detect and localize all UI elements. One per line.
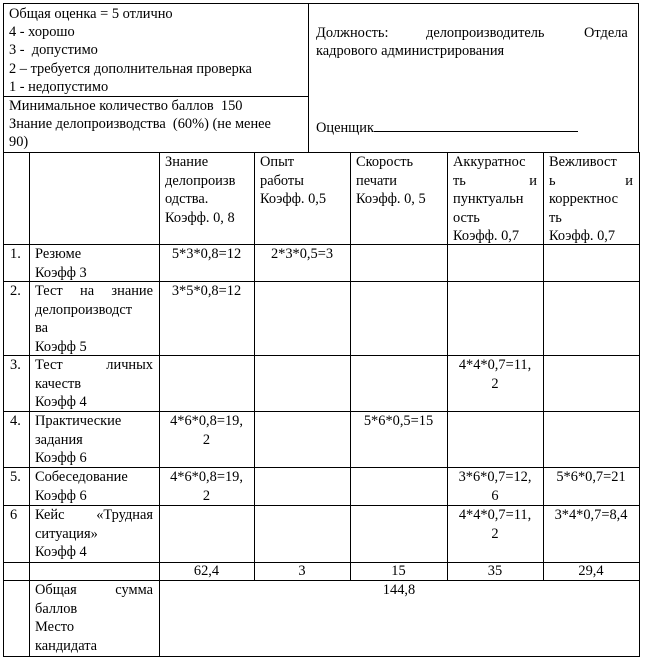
score-value: 4*6*0,8=19, [170,469,243,485]
score-cell [543,411,640,468]
column-header-line: Опыт [260,154,295,170]
column-header-line: работы [260,172,304,189]
knowledge-req-2: 90) [9,134,29,150]
score-value: 3*6*0,7=12, [458,469,532,485]
grand-total-num-cell [3,580,30,657]
criterion-label: ва [35,320,48,336]
column-header-line: Коэфф. 0,5 [260,191,327,207]
grand-total-label: баллов [35,600,78,617]
position-line-2: кадрового администрирования [316,43,505,59]
score-cell [254,505,351,563]
criterion-label: Коэфф 4 [35,394,87,410]
column-header-line: Коэфф. 0, 8 [165,209,235,226]
score-cell [543,281,640,356]
criterion-label: Кейс «Трудная [35,507,153,523]
score-cell [447,244,544,282]
column-header-line: Знание [165,154,209,170]
score-value: 2 [491,525,499,542]
criterion-label: Тест личных [35,357,153,373]
grand-total-label: Место [35,619,75,635]
criterion-label: Собеседование [35,469,128,485]
scale-line-3: 3 - допустимо [9,42,98,58]
score-cell [254,411,351,468]
criterion-label: Резюме [35,246,82,262]
row-number: 5. [10,469,21,485]
score-value: 5*3*0,8=12 [171,246,242,262]
column-header-line: пунктуальн [453,191,524,207]
scale-line-5: 1 - недопустимо [9,79,109,95]
column-header-line: Аккуратнос [453,154,526,170]
score-value: 6 [491,487,499,504]
column-header-line: Коэфф. 0,7 [453,228,520,244]
score-cell [543,244,640,282]
column-header-line: делопроизв [165,172,236,189]
criterion-label: Практические [35,413,122,429]
score-value: 4*6*0,8=19, [170,413,243,429]
score-cell [350,355,448,412]
score-value: 2 [202,431,211,448]
position-word-1: Должность: [316,25,389,41]
criterion-label: задания [35,431,83,448]
column-header-line: Вежливост [549,154,617,170]
scale-line-1: Общая оценка = 5 отлично [9,6,173,22]
totals-label-cell [29,562,160,581]
criterion-label: ситуация» [35,525,98,542]
row-number: 4. [10,413,21,429]
column-header-line: одства. [165,191,209,207]
score-cell [350,505,448,563]
score-cell [254,281,351,356]
criterion-label: Тест на знание [35,283,153,299]
column-header-line: Коэфф. 0,7 [549,228,616,244]
row-number: 2. [10,283,21,299]
totals-num-cell [3,562,30,581]
score-value: 4*4*0,7=11, [458,507,532,523]
score-value: 5*6*0,7=21 [556,469,626,485]
criterion-label: Коэфф 5 [35,338,87,355]
score-value: 2 [491,375,499,392]
grand-total-value: 144,8 [382,582,416,598]
column-header-line: корректнос [549,191,618,207]
column-total: 62,4 [193,563,220,579]
score-value: 3*4*0,7=8,4 [554,507,628,523]
score-cell [543,355,640,412]
evaluator-label: Оценщик [316,117,578,138]
column-header-line: ость [453,209,480,226]
column-header-line: ть [549,209,562,226]
criterion-label: Коэфф 4 [35,544,87,560]
score-cell [350,467,448,506]
score-cell [159,355,255,412]
column-header-line: ть и [453,172,537,189]
row-number: 3. [10,357,21,373]
score-cell [447,411,544,468]
criterion-label: Коэфф 3 [35,264,87,281]
column-total: 3 [298,563,306,579]
column-total: 15 [391,563,406,579]
knowledge-req-1: Знание делопроизводства (60%) (не менее [9,116,271,132]
score-value: 2 [202,487,211,504]
criterion-label: качеств [35,375,82,392]
criterion-label: Коэфф 6 [35,487,87,504]
score-cell [254,467,351,506]
grand-total-label: Общая сумма [35,582,153,598]
scale-line-2: 4 - хорошо [9,24,75,40]
score-cell [350,244,448,282]
header-num-cell [3,152,30,245]
column-header-line: печати [356,172,397,189]
score-cell [350,281,448,356]
column-header-line: Скорость [356,154,414,170]
score-value: 2*3*0,5=3 [270,246,334,262]
header-criteria-cell [29,152,160,245]
column-total: 35 [487,563,503,579]
score-value: 4*4*0,7=11, [458,357,532,373]
criterion-label: Коэфф 6 [35,450,87,466]
row-number: 1. [10,246,21,262]
position-word-3: Отдела [584,25,628,41]
evaluator-signature-line[interactable] [374,117,578,132]
score-cell [254,355,351,412]
score-cell [159,505,255,563]
score-value: 3*5*0,8=12 [171,283,242,299]
min-score: Минимальное количество баллов 150 [9,98,243,114]
scale-line-4: 2 – требуется дополнительная проверка [9,61,252,77]
column-header-line: Коэфф. 0, 5 [356,191,426,207]
criterion-label: делопроизводст [35,301,133,318]
row-number: 6 [10,507,18,523]
grand-total-label: кандидата [35,637,98,654]
column-total: 29,4 [578,563,604,579]
position-word-2: делопроизводитель [426,25,545,41]
score-cell [447,281,544,356]
column-header-line: ь и [549,172,633,189]
score-value: 5*6*0,5=15 [363,413,434,429]
